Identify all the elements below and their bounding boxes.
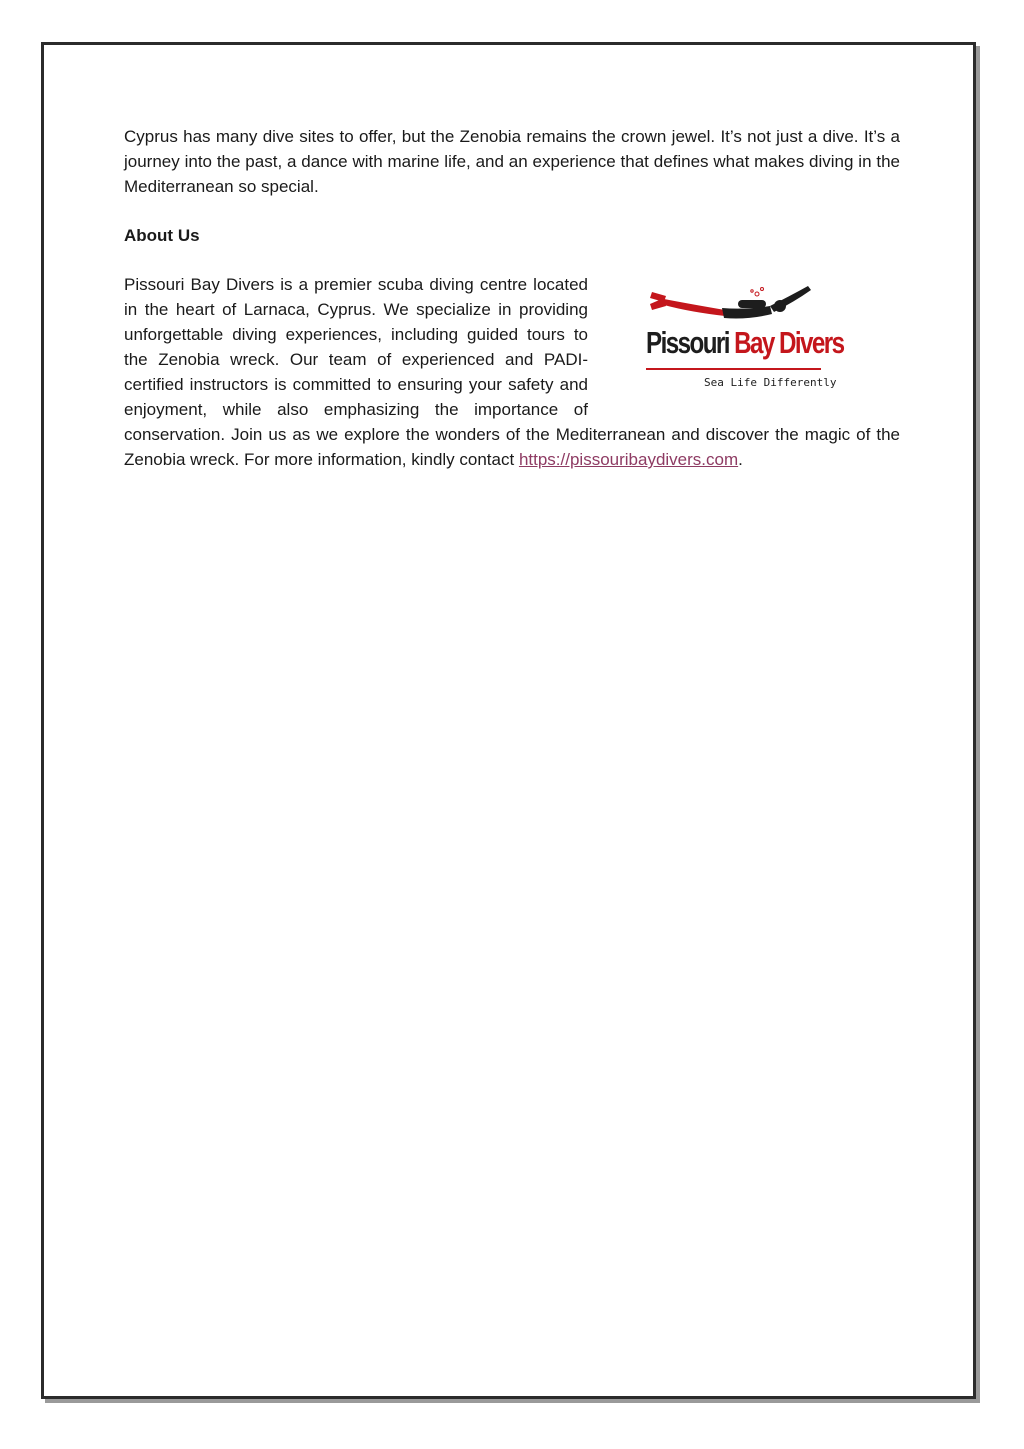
logo-name-part2: Bay Divers <box>734 325 844 360</box>
about-section <box>124 272 900 472</box>
company-logo <box>610 272 900 422</box>
website-link[interactable]: https://pissouribaydivers.com <box>518 450 739 469</box>
logo-wordmark <box>646 325 844 360</box>
about-body-end: . <box>738 450 743 469</box>
document-body <box>124 124 900 472</box>
about-body-text: Pissouri Bay Divers is a premier scuba diving centre located in the heart of Larnaca, Cyprus. We specialize in providing unforgettable diving experiences, including guided tours to the Zenobia wreck. Our team of experienced and PADI-certified instructors is committed to ensuring your safety and enjoyment, while also emphasizing the importance of conservation. Join us as we explore the wonders of the Mediterranean and discover the magic of the Zenobia wreck. For more information, kindly contact <box>124 275 900 469</box>
intro-paragraph: Cyprus has many dive sites to offer, but the Zenobia remains the crown jewel. It’s not just a dive. It’s a journey into the past, a dance with marine life, and an experience that defines what makes diving in the Mediterranean so special. <box>124 127 900 196</box>
logo-name-part1: Pissouri <box>646 325 729 360</box>
logo-tagline: Sea Life Differently <box>704 376 837 389</box>
about-heading: About Us <box>124 226 200 245</box>
